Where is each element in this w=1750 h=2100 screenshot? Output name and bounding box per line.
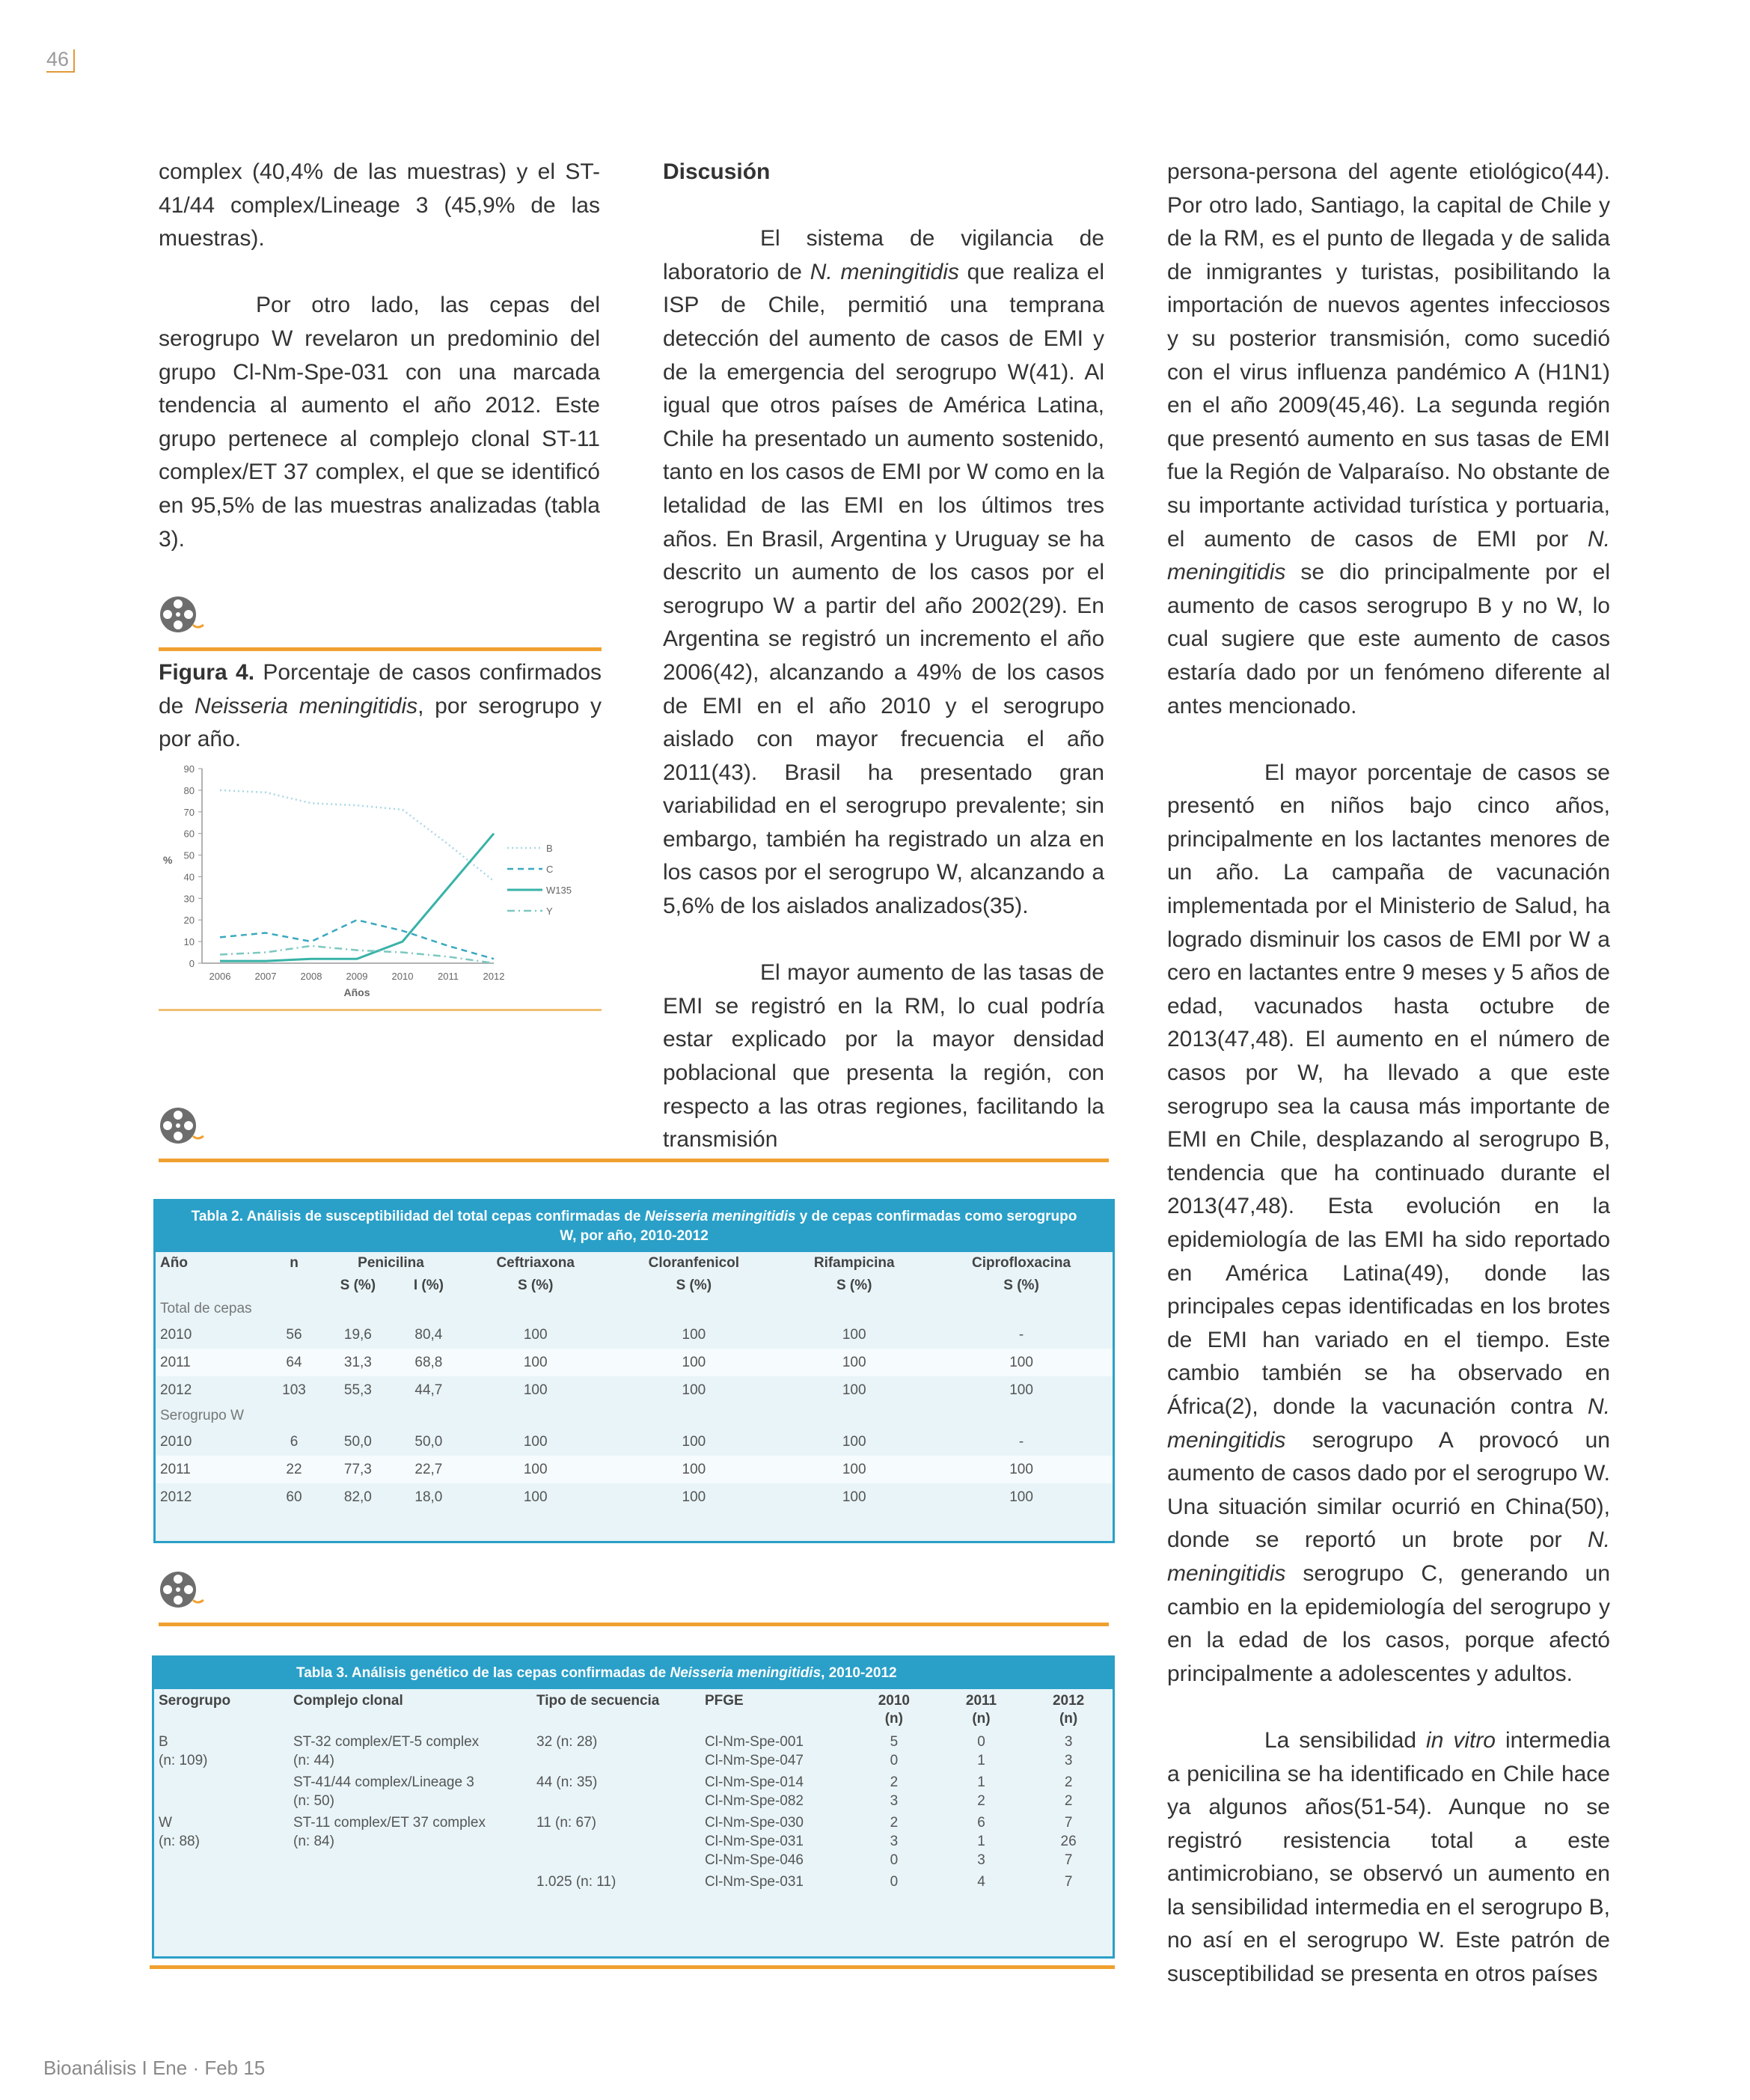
table-cell bbox=[938, 1812, 1024, 1871]
table-cell: 82,0 bbox=[343, 1489, 372, 1505]
col-subheader-s: S (%) bbox=[676, 1278, 712, 1293]
y-tick-label: 30 bbox=[183, 893, 195, 905]
right-paragraph-1 bbox=[1167, 156, 1610, 723]
table-cell: 2010 bbox=[160, 1326, 192, 1343]
figure-4-caption-b: , por serogrupo y por año. bbox=[159, 693, 602, 752]
table-cell: 31,3 bbox=[320, 1349, 396, 1376]
table-cell: 60 bbox=[286, 1489, 302, 1505]
x-tick-label: 2010 bbox=[391, 971, 414, 982]
table-cell: 2012 bbox=[160, 1489, 192, 1505]
cell-line: Cl-Nm-Spe-046 bbox=[705, 1852, 804, 1868]
y-tick-label: 60 bbox=[183, 828, 195, 840]
col-subheader-empty bbox=[156, 1275, 268, 1297]
table-cell: Cl-Nm-Spe-031 bbox=[705, 1874, 804, 1890]
series-line-w135 bbox=[220, 834, 494, 961]
table3-top-rule bbox=[159, 1623, 1109, 1626]
cell-line: 2 bbox=[977, 1793, 985, 1809]
table-cell: 100 bbox=[842, 1489, 866, 1505]
text-span: La sensibilidad bbox=[1264, 1727, 1427, 1753]
table-cell: 100 bbox=[1009, 1382, 1033, 1398]
figure-top-rule bbox=[159, 647, 602, 651]
species-italic: N. meningitidis bbox=[1167, 1527, 1610, 1586]
col-header-serogrupo: Serogrupo bbox=[159, 1693, 231, 1709]
text-span: serogrupo A provocó un aumento de casos dado por el serogrupo W. Una situación similar ocurrió en China(50), donde se reportó un brote por bbox=[1167, 1427, 1610, 1553]
table-cell: 18,0 bbox=[414, 1489, 443, 1505]
species-italic: N. meningitidis bbox=[810, 259, 959, 284]
cell-line: 0 bbox=[977, 1734, 985, 1750]
x-axis-label: Años bbox=[343, 986, 370, 998]
cell-line: (n: 88) bbox=[159, 1834, 200, 1849]
table-cell bbox=[1024, 1812, 1113, 1871]
col-header-tipo: Tipo de secuencia bbox=[536, 1693, 660, 1709]
col-subheader-s: S (%) bbox=[836, 1278, 872, 1293]
table-2-grid bbox=[156, 1252, 1113, 1511]
cell-line: 3 bbox=[1064, 1753, 1073, 1768]
table-cell: 103 bbox=[282, 1382, 306, 1398]
col-subheader-s: S (%) bbox=[1003, 1278, 1039, 1293]
table-cell: 19,6 bbox=[343, 1326, 372, 1343]
table-cell: 100 bbox=[523, 1382, 548, 1398]
table-cell: 100 bbox=[523, 1326, 548, 1343]
cell-line: 6 bbox=[977, 1815, 985, 1831]
table-3 bbox=[152, 1655, 1115, 1959]
table-cell bbox=[154, 1871, 289, 1893]
left-column bbox=[159, 156, 600, 590]
y-tick-label: 80 bbox=[183, 784, 195, 796]
cell-line: ST-32 complex/ET-5 complex bbox=[293, 1734, 480, 1750]
table-cell bbox=[289, 1731, 532, 1771]
in-vitro-italic: in vitro bbox=[1426, 1727, 1496, 1753]
film-reel-icon bbox=[159, 1106, 205, 1145]
x-tick-label: 2009 bbox=[346, 971, 368, 982]
right-column bbox=[1167, 156, 1610, 2024]
text-span: Tabla 2. Análisis de susceptibilidad del total cepas confirmadas de bbox=[191, 1209, 645, 1224]
cell-line: (n: 44) bbox=[293, 1753, 334, 1768]
table-cell bbox=[154, 1812, 289, 1871]
col-header-cloranfenicol: Cloranfenicol bbox=[648, 1255, 740, 1271]
species-italic: Neisseria meningitidis bbox=[670, 1665, 822, 1681]
table-cell: 100 bbox=[609, 1349, 778, 1376]
col-subheader-i: I (%) bbox=[413, 1278, 444, 1293]
y-tick-label: 70 bbox=[183, 806, 195, 818]
cell-line: 3 bbox=[890, 1793, 899, 1809]
col-header-penicilina: Penicilina bbox=[358, 1255, 424, 1271]
table-cell: 11 (n: 67) bbox=[536, 1815, 596, 1831]
x-tick-label: 2006 bbox=[209, 971, 231, 982]
table-2 bbox=[153, 1199, 1115, 1543]
table-cell: 44,7 bbox=[414, 1382, 443, 1398]
table-cell: 100 bbox=[682, 1433, 706, 1450]
middle-paragraph-2: El mayor aumento de las tasas de EMI se registró en la RM, lo cual podría estar explicado por la mayor densidad poblacional que presenta la región, con respecto a las otras regiones, facilitando la transmisión bbox=[663, 960, 1104, 1153]
legend-label: W135 bbox=[546, 885, 572, 896]
cell-line: (n: 109) bbox=[159, 1753, 208, 1768]
table-group-label: Serogrupo W bbox=[160, 1408, 244, 1423]
col-header-year: Año bbox=[160, 1255, 188, 1271]
table-cell: 22,7 bbox=[396, 1456, 462, 1483]
right-paragraph-2 bbox=[1167, 757, 1610, 1691]
x-tick-label: 2008 bbox=[300, 971, 322, 982]
table-3-title bbox=[154, 1658, 1113, 1689]
n-label: (n) bbox=[1059, 1711, 1078, 1727]
cell-line: Cl-Nm-Spe-030 bbox=[705, 1815, 804, 1831]
legend-label: C bbox=[546, 864, 554, 875]
cell-line: 1 bbox=[977, 1774, 985, 1790]
figure-4-caption bbox=[159, 656, 602, 757]
table-cell: 32 (n: 28) bbox=[536, 1734, 598, 1750]
table-cell bbox=[850, 1771, 938, 1812]
col-subheader-empty bbox=[268, 1275, 320, 1297]
table3-bottom-rule bbox=[150, 1965, 1115, 1969]
table-cell bbox=[850, 1731, 938, 1771]
legend-label: B bbox=[546, 843, 553, 854]
film-reel-icon bbox=[159, 1570, 205, 1609]
col-header-ciprofloxacina: Ciprofloxacina bbox=[972, 1255, 1071, 1271]
text-span: , 2010-2012 bbox=[821, 1665, 897, 1681]
table-cell: 100 bbox=[523, 1433, 548, 1450]
cell-line: 3 bbox=[1064, 1734, 1073, 1750]
text-span: El sistema de vigilancia de laboratorio de bbox=[663, 226, 1104, 284]
col-header-ceftriaxona: Ceftriaxona bbox=[496, 1255, 575, 1271]
table-cell bbox=[938, 1731, 1024, 1771]
right-paragraph-3 bbox=[1167, 1724, 1610, 1991]
legend-label: Y bbox=[546, 906, 553, 917]
table-cell: 2011 bbox=[156, 1456, 268, 1483]
table-cell: 100 bbox=[778, 1456, 930, 1483]
table-cell: 100 bbox=[609, 1456, 778, 1483]
table-cell bbox=[700, 1731, 850, 1771]
figure-4-label: Figura 4. bbox=[159, 660, 255, 685]
table-cell: 100 bbox=[842, 1382, 866, 1398]
cell-line: 2 bbox=[1064, 1793, 1073, 1809]
table-cell: 56 bbox=[286, 1326, 302, 1343]
year-label: 2012 bbox=[1052, 1693, 1085, 1709]
table-cell: 0 bbox=[890, 1874, 899, 1890]
table-cell: - bbox=[1018, 1433, 1024, 1450]
species-italic: Neisseria meningitidis bbox=[644, 1209, 796, 1224]
table-cell: 100 bbox=[682, 1489, 706, 1505]
year-label: 2011 bbox=[965, 1693, 997, 1709]
table-cell: 22 bbox=[268, 1456, 320, 1483]
middle-paragraph-1 bbox=[663, 222, 1104, 923]
y-tick-label: 90 bbox=[183, 763, 195, 775]
col-header-complejo: Complejo clonal bbox=[293, 1693, 403, 1709]
table-cell bbox=[154, 1731, 289, 1771]
col-header-2010 bbox=[850, 1689, 938, 1731]
table-cell bbox=[289, 1871, 532, 1893]
table-cell: 2010 bbox=[160, 1433, 192, 1450]
table-cell: 100 bbox=[842, 1433, 866, 1450]
figure-4-caption-a: Porcentaje de casos confirmados de bbox=[159, 660, 602, 718]
cell-line: (n: 50) bbox=[293, 1793, 334, 1809]
film-reel-icon bbox=[159, 595, 205, 634]
text-span: se dio principalmente por el aumento de casos serogrupo B y no W, lo cual sugiere que este aumento de casos estaría dado por un fenómeno diferente al antes mencionado. bbox=[1167, 560, 1610, 718]
middle-column bbox=[663, 156, 1104, 1190]
table-cell: 6 bbox=[290, 1433, 299, 1450]
table-cell: 77,3 bbox=[320, 1456, 396, 1483]
table-group-label: Total de cepas bbox=[160, 1301, 252, 1316]
cell-line: 2 bbox=[890, 1774, 899, 1790]
y-tick-label: 40 bbox=[183, 871, 195, 883]
col-subheader-s: S (%) bbox=[340, 1278, 376, 1293]
text-span: y de cepas confirmadas como serogrupo W, por año, 2010-2012 bbox=[560, 1209, 1077, 1244]
table-cell bbox=[154, 1771, 289, 1812]
line-chart bbox=[142, 760, 606, 1007]
table-cell: 44 (n: 35) bbox=[536, 1774, 598, 1790]
footer: Bioanálisis I Ene · Feb 15 bbox=[43, 2057, 266, 2079]
figure-4-caption-italic: Neisseria meningitidis bbox=[195, 693, 418, 718]
col-header-pfge: PFGE bbox=[705, 1693, 744, 1709]
text-span: Tabla 3. Análisis genético de las cepas confirmadas de bbox=[296, 1665, 670, 1681]
cell-line: 7 bbox=[1064, 1815, 1073, 1831]
y-tick-label: 50 bbox=[183, 849, 195, 861]
cell-line: W bbox=[159, 1815, 172, 1831]
cell-line: Cl-Nm-Spe-082 bbox=[705, 1793, 804, 1809]
table-cell: 100 bbox=[682, 1382, 706, 1398]
table-cell: 80,4 bbox=[414, 1326, 443, 1343]
table-cell: 68,8 bbox=[396, 1349, 462, 1376]
cell-line: ST-41/44 complex/Lineage 3 bbox=[293, 1774, 474, 1790]
cell-line: (n: 84) bbox=[293, 1834, 334, 1849]
cell-line: Cl-Nm-Spe-047 bbox=[705, 1753, 804, 1768]
cell-line: Cl-Nm-Spe-014 bbox=[705, 1774, 804, 1790]
table-cell: 1.025 (n: 11) bbox=[536, 1874, 617, 1890]
col-header-2011 bbox=[938, 1689, 1024, 1731]
table-2-title bbox=[156, 1201, 1113, 1252]
table-cell bbox=[289, 1812, 532, 1871]
table-cell: 2012 bbox=[160, 1382, 192, 1398]
cell-line: 3 bbox=[977, 1852, 985, 1868]
table-cell: 100 bbox=[523, 1489, 548, 1505]
table-cell: 50,0 bbox=[414, 1433, 443, 1450]
table-cell bbox=[850, 1812, 938, 1871]
table-cell: 100 bbox=[842, 1326, 866, 1343]
left-paragraph-1: complex (40,4% de las muestras) y el ST-41/44 complex/Lineage 3 (45,9% de las muestras). bbox=[159, 159, 600, 251]
species-italic: N. meningitidis bbox=[1167, 1394, 1610, 1453]
table-cell: 2011 bbox=[156, 1349, 268, 1376]
col-header-2012 bbox=[1024, 1689, 1113, 1731]
table-cell bbox=[700, 1771, 850, 1812]
text-span: que realiza el ISP de Chile, permitió una temprana detección del aumento de casos de EMI y de la emergencia del serogrupo W(41). Al igual que otros países de América Latina, Chile ha presentado un aumento sostenido, tanto en los casos de EMI por W como en la letalidad de las EMI en los últimos tres años. En Brasil, Argentina y Uruguay se ha descrito un aumento de los casos por el serogrupo W a partir del año 2002(29). En Argentina se registró un incremento el año 2006(42), alcanzando a 49% de los casos de EMI en el año 2010 y el serogrupo aislado con mayor frecuencia el año 2011(43). Brasil ha presentado gran variabilidad en el serogrupo prevalente; sin embargo, también ha registrado un alza en los casos por el serogrupo W, alcanzando a 5,6% de los aislados analizados(35). bbox=[663, 259, 1104, 919]
cell-line: 2 bbox=[890, 1815, 899, 1831]
year-label: 2010 bbox=[878, 1693, 911, 1709]
table-cell: 7 bbox=[1064, 1874, 1073, 1890]
cell-line: 1 bbox=[977, 1753, 985, 1768]
discussion-heading: Discusión bbox=[663, 159, 771, 184]
cell-line: ST-11 complex/ET 37 complex bbox=[293, 1815, 486, 1831]
cell-line: 2 bbox=[1064, 1774, 1073, 1790]
x-tick-label: 2007 bbox=[254, 971, 277, 982]
table-cell: 100 bbox=[462, 1456, 609, 1483]
n-label: (n) bbox=[884, 1711, 903, 1727]
table-cell: 64 bbox=[268, 1349, 320, 1376]
cell-line: 26 bbox=[1060, 1834, 1077, 1849]
species-italic: N. meningitidis bbox=[1167, 526, 1610, 585]
table-cell: 100 bbox=[682, 1326, 706, 1343]
table-cell bbox=[289, 1771, 532, 1812]
cell-line: 1 bbox=[977, 1834, 985, 1849]
col-header-n: n bbox=[290, 1255, 299, 1271]
cell-line: 3 bbox=[890, 1834, 899, 1849]
series-line-c bbox=[220, 920, 494, 959]
cell-line: B bbox=[159, 1734, 168, 1750]
table-cell: 100 bbox=[930, 1349, 1113, 1376]
page-number: 46 bbox=[46, 49, 75, 73]
y-tick-label: 20 bbox=[183, 915, 195, 927]
table-cell: 100 bbox=[930, 1456, 1113, 1483]
table-cell: 100 bbox=[1009, 1489, 1033, 1505]
table-cell: 100 bbox=[778, 1349, 930, 1376]
table-cell: - bbox=[1018, 1326, 1024, 1343]
col-subheader-s: S (%) bbox=[517, 1278, 554, 1293]
table-cell bbox=[1024, 1771, 1113, 1812]
table-3-grid bbox=[154, 1689, 1113, 1893]
table-cell bbox=[938, 1771, 1024, 1812]
col-header-rifampicina: Rifampicina bbox=[813, 1255, 895, 1271]
n-label: (n) bbox=[972, 1711, 991, 1727]
cell-line: Cl-Nm-Spe-001 bbox=[705, 1734, 804, 1750]
x-tick-label: 2012 bbox=[483, 971, 505, 982]
chart-bottom-rule bbox=[159, 1009, 602, 1011]
y-tick-label: 10 bbox=[183, 936, 195, 948]
text-span: El mayor porcentaje de casos se presentó en niños bajo cinco años, principalmente en los lactantes menores de un año. La campaña de vacunación implementada por el Ministerio de Salud, ha logrado disminuir los casos de EMI por W a cero en lactantes entre 9 meses y 5 años de edad, vacunados hasta octubre de 2013(47,48). El aumento en el número de casos por W, ha llevado a que este serogrupo sea la causa más importante de EMI en Chile, desplazando al serogrupo B, tendencia que ha continuado durante el 2013(47,48). Esta evolución en la epidemiología de las EMI ha sido reportado en América Latina(49), donde las principales cepas identificadas en los brotes de EMI han variado en el tiempo. Este cambio también se ha observado en África(2), donde la vacunación contra bbox=[1167, 760, 1610, 1419]
table-cell bbox=[1024, 1731, 1113, 1771]
table-cell bbox=[700, 1812, 850, 1871]
table-cell: 55,3 bbox=[343, 1382, 372, 1398]
text-span: serogrupo C, generando un cambio en la epidemiología del serogrupo y en la edad de los casos, porque afectó principalmente a adolescentes y adultos. bbox=[1167, 1560, 1610, 1686]
cell-line: 0 bbox=[890, 1753, 899, 1768]
text-span: intermedia a penicilina se ha identificado en Chile hace ya algunos años(51-54). Aunque no se registró resistencia total a este antimicrobiano, se observó un aumento en la sensibilidad intermedia en el serogrupo B, no así en el serogrupo W. Este patrón de susceptibilidad se presenta en otros países bbox=[1167, 1727, 1611, 1987]
table-cell: 100 bbox=[462, 1349, 609, 1376]
cell-line: 0 bbox=[890, 1852, 899, 1868]
y-tick-label: 0 bbox=[189, 958, 195, 969]
left-paragraph-2: Por otro lado, las cepas del serogrupo W revelaron un predominio del grupo Cl-Nm-Spe-031 con una marcada tendencia al aumento el año 2012. Este grupo pertenece al complejo clonal ST-11 complex/ET 37 complex, el que se identificó en 95,5% de las muestras analizadas (tabla 3). bbox=[159, 293, 600, 552]
x-tick-label: 2011 bbox=[438, 971, 459, 982]
series-line-b bbox=[220, 790, 494, 881]
figure-4-chart bbox=[142, 760, 606, 1007]
y-axis-label: % bbox=[163, 854, 173, 867]
cell-line: Cl-Nm-Spe-031 bbox=[705, 1834, 804, 1849]
cell-line: 7 bbox=[1064, 1852, 1073, 1868]
text-span: persona-persona del agente etiológico(44). Por otro lado, Santiago, la capital de Chile y de la RM, es el punto de llegada y de salida de inmigrantes y turistas, posibilitando la importación de nuevos agentes infecciosos y su posterior transmisión, como sucedió con el virus influenza pandémico A (H1N1) en el año 2009(45,46). La segunda región que presentó aumento en sus tasas de EMI fue la Región de Valparaíso. No obstante de su importante actividad turística y portuaria, el aumento de casos de EMI por bbox=[1167, 159, 1610, 552]
table-cell: 50,0 bbox=[343, 1433, 372, 1450]
table-cell: 4 bbox=[977, 1874, 985, 1890]
cell-line: 5 bbox=[890, 1734, 899, 1750]
